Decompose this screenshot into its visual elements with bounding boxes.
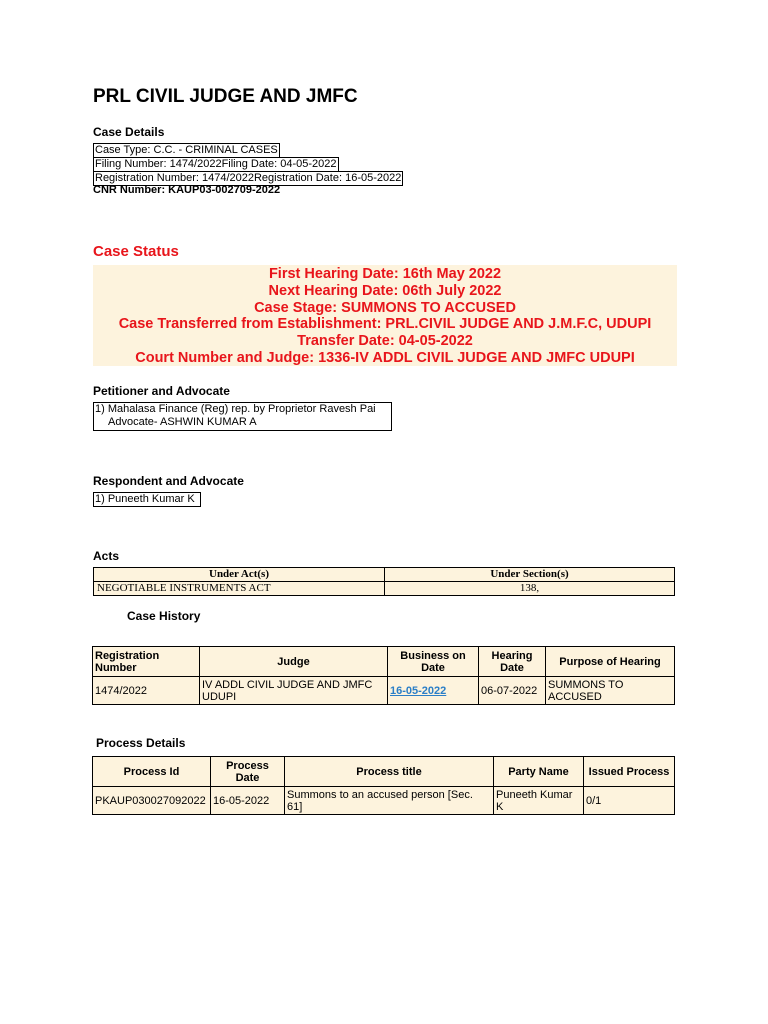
act-name: NEGOTIABLE INSTRUMENTS ACT xyxy=(94,582,385,596)
cnr-number: CNR Number: KAUP03-002709-2022 xyxy=(93,184,281,196)
history-col-hearing-date: Hearing Date xyxy=(479,647,546,677)
acts-col-section: Under Section(s) xyxy=(385,568,675,582)
case-details-heading: Case Details xyxy=(93,125,165,139)
first-hearing-date: First Hearing Date: 16th May 2022 xyxy=(268,266,502,282)
registration-info: Registration Number: 1474/2022Registration Date: 16-05-2022 xyxy=(95,172,402,184)
case-history-heading: Case History xyxy=(127,609,201,623)
history-col-registration: Registration Number xyxy=(93,647,200,677)
history-judge: IV ADDL CIVIL JUDGE AND JMFC UDUPI xyxy=(200,677,388,705)
table-row xyxy=(93,677,675,705)
petitioner-heading: Petitioner and Advocate xyxy=(93,384,230,398)
process-date: 16-05-2022 xyxy=(211,787,285,815)
acts-col-act: Under Act(s) xyxy=(94,568,385,582)
process-title: Summons to an accused person [Sec. 61] xyxy=(285,787,494,815)
case-history-table xyxy=(92,646,675,705)
act-section: 138, xyxy=(385,582,675,596)
petitioner-box xyxy=(93,402,392,431)
process-id: PKAUP030027092022 xyxy=(93,787,211,815)
court-title: PRL CIVIL JUDGE AND JMFC xyxy=(93,86,358,107)
history-hearing-date: 06-07-2022 xyxy=(479,677,546,705)
process-col-id: Process Id xyxy=(93,757,211,787)
process-col-date: Process Date xyxy=(211,757,285,787)
petitioner-name: 1) Mahalasa Finance (Reg) rep. by Proprietor Ravesh Pai xyxy=(95,403,376,415)
case-status-box xyxy=(93,265,677,366)
case-status-heading: Case Status xyxy=(93,243,179,260)
respondent-heading: Respondent and Advocate xyxy=(93,474,244,488)
acts-heading: Acts xyxy=(93,549,120,563)
history-purpose: SUMMONS TO ACCUSED xyxy=(546,677,675,705)
process-issued: 0/1 xyxy=(584,787,675,815)
next-hearing-date: Next Hearing Date: 06th July 2022 xyxy=(268,282,502,299)
process-details-table xyxy=(92,756,675,815)
process-col-party: Party Name xyxy=(494,757,584,787)
process-col-issued: Issued Process xyxy=(584,757,675,787)
case-type: Case Type: C.C. - CRIMINAL CASES xyxy=(95,144,278,156)
history-col-purpose: Purpose of Hearing xyxy=(546,647,675,677)
history-business-date-cell xyxy=(388,677,479,705)
acts-table xyxy=(93,567,675,596)
history-col-judge: Judge xyxy=(200,647,388,677)
case-stage: Case Stage: SUMMONS TO ACCUSED xyxy=(254,299,516,316)
respondent-name: 1) Puneeth Kumar K xyxy=(93,492,201,507)
history-registration: 1474/2022 xyxy=(93,677,200,705)
history-col-business-date: Business on Date xyxy=(388,647,479,677)
filing-info: Filing Number: 1474/2022Filing Date: 04-05-2022 xyxy=(95,158,337,170)
process-party: Puneeth Kumar K xyxy=(494,787,584,815)
process-col-title: Process title xyxy=(285,757,494,787)
table-row xyxy=(93,787,675,815)
business-date-link[interactable]: 16-05-2022 xyxy=(390,684,447,697)
case-transferred: Case Transferred from Establishment: PRL.CIVIL JUDGE AND J.M.F.C, UDUPI xyxy=(118,316,652,333)
court-number-judge: Court Number and Judge: 1336-IV ADDL CIVIL JUDGE AND JMFC UDUPI xyxy=(135,349,635,366)
petitioner-advocate: Advocate- ASHWIN KUMAR A xyxy=(108,416,257,428)
transfer-date: Transfer Date: 04-05-2022 xyxy=(297,333,473,350)
process-details-heading: Process Details xyxy=(96,736,186,750)
